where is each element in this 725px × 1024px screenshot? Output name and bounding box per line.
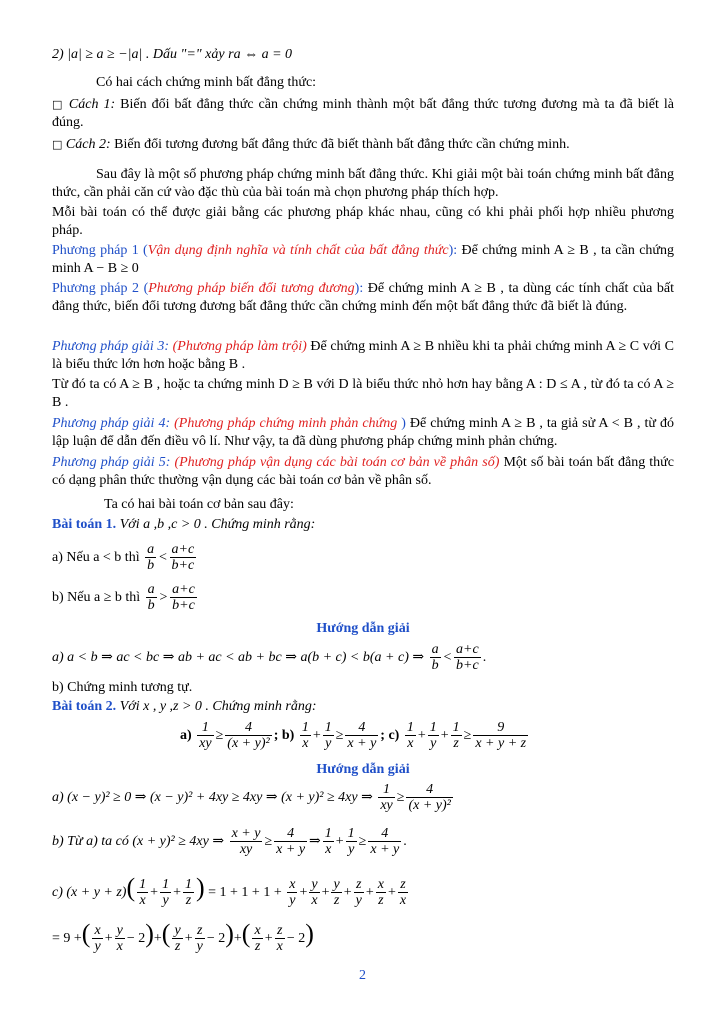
method-1: Phương pháp 1 (Vận dụng định nghĩa và tính chất của bất đẳng thức): Để chứng minh A ≥ B , ta cần chứng minh A − B ≥ 0 <box>52 243 675 276</box>
method-2: Phương pháp 2 (Phương pháp biến đổi tương đương): Để chứng minh A ≥ B , ta dùng các tính chất của bất đẳng thức, biến đổi tương đương bất đẳng thức cần chứng minh đến một bất đẳng thức đã biết là đúng. <box>52 281 674 314</box>
fraction-4-over-square: $\frac{4}{\text{(x + y)²}}$ <box>408 782 451 814</box>
problem-2-solution-c-continued: = 9 +( $\frac{x}{y}$ + $\frac{y}{x}$ − 2)+( $\frac{y}{z}$ + $\frac{z}{y}$ − 2)+( $\frac{x}{z}$ + $\frac{z}{x}$ − 2) <box>52 919 314 955</box>
fraction-z-over-y: $\frac{z}{y}$ <box>196 923 203 955</box>
problem-1-solution-a: a) a < b ⇒ ac < bc ⇒ ab + ac < ab + bc ⇒ a(b + c) < b(a + c) ⇒ $\frac{a}{b}$ < $\frac{a+c}{b+c}$ . <box>52 642 487 674</box>
fraction-4-over-square: $\frac{4}{\text{(x + y)²}}$ <box>227 720 270 752</box>
fraction-y-over-x: $\frac{y}{x}$ <box>116 923 123 955</box>
problem-1-statement: Bài toán 1. Với a ,b ,c > 0 . Chứng minh rằng: <box>52 517 316 532</box>
paragraph-intro: Sau đây là một số phương pháp chứng minh bất đẳng thức. Khi giải một bài toán chứng minh bất đẳng thức, cần phải căn cứ vào đặc thù của bài toán mà chọn phương pháp thích hợp. <box>52 167 674 200</box>
fraction-1-over-y: $\frac{1}{y}$ <box>429 720 437 752</box>
problem-2-solution-a: a) (x − y)² ≥ 0 ⇒ (x − y)² + 4xy ≥ 4xy ⇒ (x + y)² ≥ 4xy ⇒ $\frac{1}{xy}$ ≥ $\frac{4}{\text{(x + y)²}}$ <box>52 782 451 814</box>
fraction-1-over-xy: $\frac{1}{xy}$ <box>199 720 212 752</box>
fraction-1-over-x: $\frac{1}{x}$ <box>139 877 147 909</box>
fraction-4-over-sum: $\frac{4}{x + y}$ <box>370 826 400 858</box>
fraction-y-over-z: $\frac{y}{z}$ <box>174 923 181 955</box>
problem-2-solution-c: c) (x + y + z)( $\frac{1}{x}$ + $\frac{1}{y}$ + $\frac{1}{z}$ ) = 1 + 1 + 1 + $\frac{x}{y}$ + $\frac{y}{x}$ + $\frac{y}{z}$ + $\frac{z}{y}$ + $\frac{x}{z}$ + $\frac{z}{x}$ <box>52 873 407 909</box>
fraction-1-over-x: $\frac{1}{x}$ <box>324 826 332 858</box>
fraction-z-over-x: $\frac{z}{x}$ <box>276 923 283 955</box>
fraction-a-over-b: $\frac{a}{b}$ <box>147 582 155 614</box>
checkbox-bullet-icon: □ <box>52 98 64 111</box>
fraction-1-over-xy: $\frac{1}{xy}$ <box>380 782 393 814</box>
solution-heading-1: Hướng dẫn giải <box>316 621 410 636</box>
fraction-4-over-sum: $\frac{4}{x + y}$ <box>276 826 306 858</box>
problem-1-solution-b: b) Chứng minh tương tự. <box>52 680 193 695</box>
checkbox-bullet-icon: □ <box>52 138 63 151</box>
fraction-sum-over-xy: $\frac{x + y}{xy}$ <box>231 826 261 858</box>
fraction-1-over-z: $\frac{1}{z}$ <box>452 720 460 752</box>
fraction-z-over-x: $\frac{z}{x}$ <box>399 877 407 909</box>
fraction-1-over-y: $\frac{1}{y}$ <box>162 877 170 909</box>
problem-2-statement: Bài toán 2. Với x , y ,z > 0 . Chứng minh rằng: <box>52 699 317 714</box>
fraction-x-over-z: $\frac{x}{z}$ <box>254 923 261 955</box>
method-5: Phương pháp giải 5: (Phương pháp vận dụng các bài toán cơ bản về phân số) Một số bài toán bất đẳng thức có dạng phân thức thường vận dụng các bài toán cơ bản về phân số. <box>52 455 674 488</box>
fraction-9-over-sum: $\frac{9}{x + y + z}$ <box>475 720 527 752</box>
fraction-a-over-b: $\frac{a}{b}$ <box>147 542 155 574</box>
method-3-continued: Từ đó ta có A ≥ B , hoặc ta chứng minh D ≥ B với D là biểu thức nhỏ hơn hay bằng A : D ≤ A , từ đó ta có A ≥ B . <box>52 377 674 410</box>
fraction-y-over-x: $\frac{y}{x}$ <box>311 877 318 909</box>
method-4: Phương pháp giải 4: (Phương pháp chứng minh phản chứng ) Để chứng minh A ≥ B , ta giả sử A < B , từ đó lập luận để dẫn đến điều vô lí. Như vậy, ta đã dùng phương pháp chứng minh phản chứng. <box>52 416 674 449</box>
method-3: Phương pháp giải 3: (Phương pháp làm trội) Để chứng minh A ≥ B nhiều khi ta phải chứng minh A ≥ C với C là biểu thức lớn hơn hoặc bằng B . <box>52 339 674 372</box>
solution-heading-2: Hướng dẫn giải <box>316 762 410 777</box>
cach-1: □ Cách 1: Biến đổi bất đẳng thức cần chứng minh thành một bất đẳng thức tương đương mà ta đã biết là đúng. <box>52 97 674 130</box>
inequality-item-2: 2) |a| ≥ a ≥ −|a| . Dấu "=" xảy ra ⇔ a = 0 <box>52 47 293 62</box>
fraction-4-over-sum: $\frac{4}{x + y}$ <box>347 720 377 752</box>
paragraph-combine: Mỗi bài toán có thể được giải bằng các phương pháp khác nhau, cũng có khi phải phối hợp nhiều phương pháp. <box>52 205 674 238</box>
fraction-x-over-y: $\frac{x}{y}$ <box>289 877 296 909</box>
fraction-ac-over-bc: $\frac{a+c}{b+c}$ <box>171 542 195 574</box>
page-number: 2 <box>359 968 366 983</box>
fraction-1-over-x: $\frac{1}{x}$ <box>406 720 414 752</box>
problem-1a: a) Nếu a < b thì $\frac{a}{b}$ < $\frac{a+c}{b+c}$ <box>52 542 195 574</box>
two-ways-intro: Có hai cách chứng minh bất đẳng thức: <box>96 75 317 90</box>
problem-2-solution-b: b) Từ a) ta có (x + y)² ≥ 4xy ⇒ $\frac{x + y}{xy}$ ≥ $\frac{4}{x + y}$ ⇒ $\frac{1}{x}$ + $\frac{1}{y}$ ≥ $\frac{4}{x + y}$ . <box>52 826 407 858</box>
fraction-1-over-z: $\frac{1}{z}$ <box>184 877 192 909</box>
fraction-x-over-y: $\frac{x}{y}$ <box>94 923 101 955</box>
cach-2: □ Cách 2: Biến đổi tương đương bất đẳng thức đã biết thành bất đẳng thức cần chứng minh. <box>52 137 570 152</box>
basic-problems-intro: Ta có hai bài toán cơ bản sau đây: <box>104 497 294 512</box>
fraction-z-over-y: $\frac{z}{y}$ <box>355 877 362 909</box>
fraction-1-over-y: $\frac{1}{y}$ <box>347 826 355 858</box>
fraction-ac-over-bc: $\frac{a+c}{b+c}$ <box>456 642 479 674</box>
fraction-ac-over-bc: $\frac{a+c}{b+c}$ <box>172 582 195 614</box>
problem-2-parts: a) $\frac{1}{xy}$ ≥ $\frac{4}{\text{(x + y)²}}$ ; b) $\frac{1}{x}$ + $\frac{1}{y}$ ≥ $\frac{4}{x + y}$ ; c) $\frac{1}{x}$ + $\frac{1}{y}$ + $\frac{1}{z}$ ≥ $\frac{9}{x + y + z}$ <box>180 720 527 752</box>
problem-1b: b) Nếu a ≥ b thì $\frac{a}{b}$ > $\frac{a+c}{b+c}$ <box>52 582 195 614</box>
fraction-1-over-y: $\frac{1}{y}$ <box>324 720 332 752</box>
fraction-a-over-b: $\frac{a}{b}$ <box>431 642 439 674</box>
fraction-1-over-x: $\frac{1}{x}$ <box>301 720 309 752</box>
fraction-y-over-z: $\frac{y}{z}$ <box>333 877 340 909</box>
fraction-x-over-z: $\frac{x}{z}$ <box>377 877 384 909</box>
